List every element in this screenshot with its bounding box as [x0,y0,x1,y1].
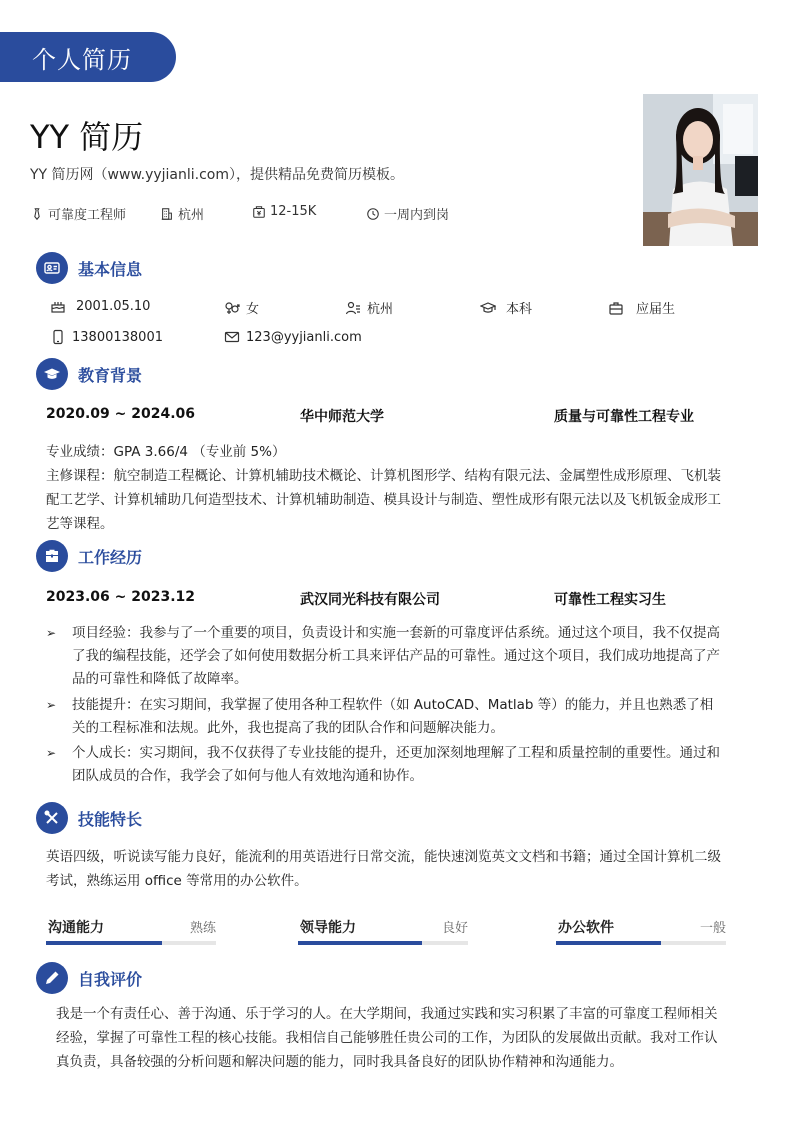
skill-label: 领导能力 [300,920,356,936]
graduation-cap-icon [36,358,68,390]
education-row [46,406,746,426]
self-evaluation-text: 我是一个有责任心、善于沟通、乐于学习的人。在大学期间，我通过实践和实习积累了丰富的可靠度工程师相关经验，掌握了可靠性工程的核心技能。我相信自己能够胜任贵公司的工作，为团队的发展做出贡献。我对工作认真负责，具备较强的分析问题和解决问题的能力，同时我具备良好的团队协作精神和沟通能力。 [56,1006,718,1070]
education-period: 2020.09 ~ 2024.06 [46,406,196,422]
section-education [36,358,142,390]
briefcase-icon [608,300,624,316]
work-bullet: ➢ 技能提升：在实习期间，我掌握了使用各种工程软件（如 AutoCAD、Matlab 等）的能力，并且也熟悉了相关的工程标准和法规。此外，我也提高了我的团队合作和问题解决能力。 [46,694,726,740]
cake-icon [50,298,66,314]
section-skills [36,802,142,834]
section-title: 自我评价 [78,969,143,989]
graduation-cap-icon [480,300,496,316]
intent-job: 可靠度工程师 [30,204,126,223]
info-gender: 女 [224,298,259,317]
candidate-name: YY 简历 [30,118,144,156]
info-birth: 2001.05.10 [50,298,150,314]
education-gpa: 专业成绩：GPA 3.66/4 （专业前 5%） [46,444,286,460]
work-company: 武汉同光科技有限公司 [300,592,440,608]
phone-icon [50,329,66,345]
skills-description: 英语四级，听说读写能力良好，能流利的用英语进行日常交流，能快速浏览英文文档和书籍；通过全国计算机二级考试，熟练运用 office 等常用的办公软件。 [46,849,721,889]
briefcase-icon [36,540,68,572]
section-self-evaluation [36,962,142,994]
gender-icon [224,300,240,316]
section-work [36,540,142,572]
work-period: 2023.06 ~ 2023.12 [46,589,196,605]
user-location-icon [345,300,361,316]
skill-track [298,941,468,945]
work-bullet: ➢ 项目经验：我参与了一个重要的项目，负责设计和实施一套新的可靠度评估系统。通过这个项目，我不仅提高了我的编程技能，还学会了如何使用数据分析工具来评估产品的可靠性。通过这个项目，我们成功地提高了产品的可靠性和降低了故障率。 [46,622,726,691]
tie-icon [30,207,44,221]
skill-level: 一般 [699,921,726,936]
banner-title: 个人简历 [32,45,132,74]
skill-label: 沟通能力 [48,920,104,936]
work-bullet: ➢ 个人成长：实习期间，我不仅获得了专业技能的提升，还更加深刻地理解了工程和质量控制的重要性。通过和团队成员的合作，我学会了如何与他人有效地沟通和协作。 [46,742,726,788]
skill-fill [46,941,162,945]
mail-icon [224,329,240,345]
skill-fill [298,941,422,945]
skill-bar [556,917,726,947]
skill-level: 熟练 [189,921,216,936]
arrow-bullet-icon: ➢ [46,746,57,760]
skill-label: 办公软件 [558,920,614,936]
section-basic-info [36,252,142,284]
skill-bar [46,917,216,947]
intent-availability: 一周内到岗 [366,204,449,223]
section-title: 教育背景 [78,365,143,385]
skill-bar [298,917,468,947]
education-major: 质量与可靠性工程专业 [554,409,694,425]
skill-track [556,941,726,945]
pen-icon [36,962,68,994]
skill-track [46,941,216,945]
clock-icon [366,207,380,221]
info-email: 123@yyjianli.com [224,329,362,345]
profile-photo [643,94,758,246]
header-banner [0,32,176,82]
building-icon [160,207,174,221]
education-school: 华中师范大学 [300,409,384,425]
work-row [46,589,746,609]
education-courses: 主修课程：航空制造工程概论、计算机辅助技术概论、计算机图形学、结构有限元法、金属塑性成形原理、飞机装配工艺学、计算机辅助几何造型技术、计算机辅助制造、模具设计与制造、塑性成形有限元法以及飞机钣金成形工艺等课程。 [46,468,721,532]
tools-icon [36,802,68,834]
arrow-bullet-icon: ➢ [46,698,57,712]
info-degree: 本科 [480,298,532,317]
section-title: 技能特长 [78,809,143,829]
tagline: YY 简历网（www.yyjianli.com），提供精品免费简历模板。 [30,167,404,183]
wallet-icon [252,205,266,219]
info-phone: 13800138001 [50,329,163,345]
skill-fill [556,941,661,945]
intent-salary: 12-15K [252,204,316,219]
info-location: 杭州 [345,298,393,317]
id-card-icon [36,252,68,284]
info-status: 应届生 [608,298,675,317]
section-title: 基本信息 [78,259,143,279]
section-title: 工作经历 [78,547,143,567]
arrow-bullet-icon: ➢ [46,626,57,640]
work-role: 可靠性工程实习生 [554,592,666,608]
skill-level: 良好 [441,921,468,936]
intent-city: 杭州 [160,204,204,223]
